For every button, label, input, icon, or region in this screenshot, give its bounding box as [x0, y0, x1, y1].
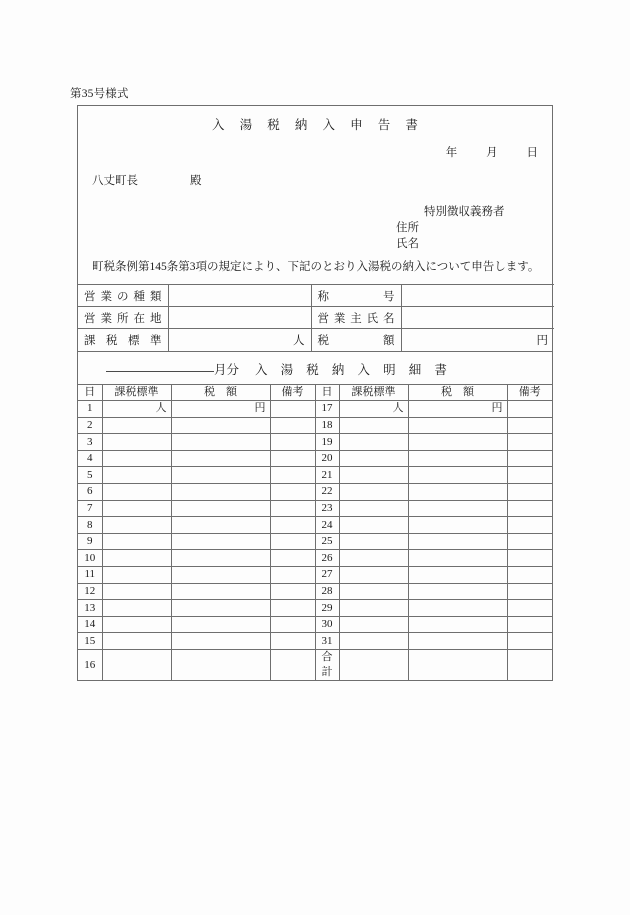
detail-row — [78, 550, 552, 567]
detail-cell-note-left[interactable] — [270, 500, 315, 517]
detail-cell-note-right[interactable] — [507, 500, 552, 517]
info-value-owner-name[interactable] — [401, 307, 554, 329]
detail-row — [78, 401, 552, 418]
detail-cell-tax-base-right[interactable] — [339, 567, 408, 584]
detail-cell-day-right: 21 — [315, 467, 339, 484]
detail-row — [78, 450, 552, 467]
detail-cell-note-right[interactable] — [507, 450, 552, 467]
detail-cell-note-right[interactable] — [507, 417, 552, 434]
detail-title-band — [78, 351, 552, 384]
detail-cell-note-right[interactable] — [507, 583, 552, 600]
detail-cell-tax-base-right[interactable] — [339, 517, 408, 534]
detail-row — [78, 583, 552, 600]
info-row — [78, 285, 554, 307]
detail-row — [78, 616, 552, 633]
detail-cell-note-left[interactable] — [270, 401, 315, 418]
detail-cell-day-right: 18 — [315, 417, 339, 434]
month-suffix-label: 月分 — [214, 362, 240, 377]
detail-cell-day-right: 28 — [315, 583, 339, 600]
detail-row — [78, 567, 552, 584]
detail-cell-day-right: 29 — [315, 600, 339, 617]
detail-cell-tax-amount-left[interactable] — [171, 583, 270, 600]
detail-cell-tax-amount-left[interactable] — [171, 467, 270, 484]
info-label-tax-base: 課税標準 — [78, 329, 168, 351]
detail-cell-tax-base-left[interactable] — [102, 600, 171, 617]
addressee-name: 八丈町長 — [92, 175, 138, 187]
detail-cell-tax-base-right[interactable] — [339, 533, 408, 550]
detail-cell-tax-amount-left[interactable] — [171, 434, 270, 451]
detail-cell-tax-amount-left[interactable] — [171, 417, 270, 434]
info-value-tax-amount[interactable]: 円 — [401, 329, 554, 351]
detail-row — [78, 633, 552, 650]
detail-cell-note-left[interactable] — [270, 467, 315, 484]
detail-cell-tax-base-right[interactable] — [339, 417, 408, 434]
detail-cell-day-right: 24 — [315, 517, 339, 534]
info-value-trade-name[interactable] — [401, 285, 554, 307]
detail-cell-tax-amount-left[interactable] — [171, 533, 270, 550]
detail-row — [78, 600, 552, 617]
detail-cell-note-right[interactable] — [507, 616, 552, 633]
detail-cell-tax-base-right[interactable] — [339, 616, 408, 633]
detail-cell-day-left: 14 — [78, 616, 102, 633]
detail-cell-note-right[interactable] — [507, 600, 552, 617]
info-label-business-address: 営業所在地 — [78, 307, 168, 329]
detail-cell-tax-base-left[interactable] — [102, 467, 171, 484]
detail-cell-tax-base-right[interactable] — [339, 583, 408, 600]
detail-row — [78, 467, 552, 484]
detail-cell-tax-amount-left[interactable] — [171, 616, 270, 633]
detail-cell-day-right: 26 — [315, 550, 339, 567]
detail-header-row — [78, 384, 552, 401]
detail-cell-day-left: 16 — [78, 650, 102, 681]
detail-cell-tax-base-right[interactable] — [339, 450, 408, 467]
detail-cell-day-left: 10 — [78, 550, 102, 567]
detail-cell-tax-amount-left[interactable] — [171, 633, 270, 650]
detail-header-tax-base-right: 課税標準 — [339, 384, 408, 401]
detail-cell-day-right: 25 — [315, 533, 339, 550]
detail-cell-tax-amount-right[interactable] — [408, 616, 507, 633]
detail-cell-note-right[interactable] — [507, 517, 552, 534]
detail-cell-tax-base-right[interactable] — [339, 550, 408, 567]
detail-cell-tax-amount-left[interactable] — [171, 500, 270, 517]
detail-header-day-left: 日 — [78, 384, 102, 401]
detail-cell-tax-amount-left[interactable] — [171, 550, 270, 567]
info-value-tax-base[interactable]: 人 — [168, 329, 311, 351]
detail-cell-note-right[interactable] — [507, 533, 552, 550]
detail-row — [78, 434, 552, 451]
detail-cell-tax-base-left[interactable] — [102, 500, 171, 517]
detail-cell-day-left: 12 — [78, 583, 102, 600]
detail-cell-tax-base-left[interactable] — [102, 567, 171, 584]
detail-cell-note-right[interactable] — [507, 650, 552, 681]
detail-cell-note-right[interactable] — [507, 434, 552, 451]
info-label-owner-name: 営業主氏名 — [311, 307, 401, 329]
detail-cell-day-left: 7 — [78, 500, 102, 517]
date-line — [446, 144, 538, 160]
detail-cell-day-left: 13 — [78, 600, 102, 617]
detail-row — [78, 484, 552, 501]
detail-cell-day-left: 11 — [78, 567, 102, 584]
detail-cell-day-right: 20 — [315, 450, 339, 467]
detail-row — [78, 500, 552, 517]
month-input-blank[interactable] — [106, 371, 214, 372]
detail-cell-note-left[interactable] — [270, 583, 315, 600]
detail-row — [78, 650, 552, 681]
detail-cell-tax-amount-left[interactable] — [171, 567, 270, 584]
detail-cell-day-left: 4 — [78, 450, 102, 467]
detail-cell-day-right: 19 — [315, 434, 339, 451]
detail-cell-tax-amount-right[interactable] — [408, 417, 507, 434]
info-value-business-type[interactable] — [168, 285, 311, 307]
detail-cell-note-left[interactable] — [270, 434, 315, 451]
addressee-line — [92, 172, 202, 188]
info-value-business-address[interactable] — [168, 307, 311, 329]
detail-cell-tax-base-right[interactable] — [339, 600, 408, 617]
detail-cell-tax-amount-right[interactable]: 円 — [408, 401, 507, 418]
detail-cell-tax-amount-right[interactable] — [408, 450, 507, 467]
detail-table-body — [78, 401, 552, 680]
detail-cell-tax-amount-right[interactable] — [408, 484, 507, 501]
detail-cell-tax-amount-right[interactable] — [408, 467, 507, 484]
detail-cell-note-left[interactable] — [270, 533, 315, 550]
detail-cell-tax-base-right[interactable]: 人 — [339, 401, 408, 418]
detail-cell-tax-amount-left[interactable] — [171, 600, 270, 617]
detail-cell-day-right: 17 — [315, 401, 339, 418]
detail-cell-note-left[interactable] — [270, 650, 315, 681]
detail-cell-tax-base-left[interactable] — [102, 434, 171, 451]
date-month-label: 月 — [486, 147, 498, 159]
detail-cell-tax-base-right[interactable] — [339, 650, 408, 681]
detail-cell-day-right: 22 — [315, 484, 339, 501]
detail-cell-tax-amount-right[interactable] — [408, 434, 507, 451]
detail-cell-tax-amount-left[interactable] — [171, 517, 270, 534]
detail-row — [78, 417, 552, 434]
detail-cell-total-label: 合計 — [315, 650, 339, 681]
detail-cell-day-left: 9 — [78, 533, 102, 550]
detail-cell-note-left[interactable] — [270, 567, 315, 584]
payer-block — [396, 204, 505, 252]
info-label-trade-name: 称号 — [311, 285, 401, 307]
detail-row — [78, 517, 552, 534]
detail-header-tax-base-left: 課税標準 — [102, 384, 171, 401]
form-header-block — [78, 106, 552, 284]
info-label-tax-amount: 税額 — [311, 329, 401, 351]
detail-cell-tax-amount-right[interactable] — [408, 633, 507, 650]
detail-cell-tax-amount-right[interactable] — [408, 583, 507, 600]
detail-cell-tax-base-left[interactable] — [102, 583, 171, 600]
detail-cell-note-right[interactable] — [507, 484, 552, 501]
detail-cell-tax-base-right[interactable] — [339, 500, 408, 517]
detail-cell-tax-amount-left[interactable] — [171, 484, 270, 501]
detail-cell-day-right: 27 — [315, 567, 339, 584]
detail-cell-tax-base-left[interactable] — [102, 550, 171, 567]
info-row — [78, 307, 554, 329]
detail-cell-day-left: 2 — [78, 417, 102, 434]
detail-header-note-right: 備考 — [507, 384, 552, 401]
form-number-label: 第35号様式 — [70, 88, 129, 100]
detail-cell-day-right: 23 — [315, 500, 339, 517]
detail-cell-note-left[interactable] — [270, 633, 315, 650]
detail-cell-tax-amount-right[interactable] — [408, 500, 507, 517]
payer-name-label: 氏名 — [396, 238, 419, 250]
detail-cell-tax-amount-left[interactable] — [171, 650, 270, 681]
detail-cell-tax-base-left[interactable] — [102, 517, 171, 534]
detail-cell-note-left[interactable] — [270, 417, 315, 434]
detail-cell-tax-amount-right[interactable] — [408, 600, 507, 617]
detail-cell-tax-base-right[interactable] — [339, 633, 408, 650]
detail-cell-day-left: 3 — [78, 434, 102, 451]
detail-cell-day-left: 6 — [78, 484, 102, 501]
detail-cell-note-left[interactable] — [270, 550, 315, 567]
detail-cell-tax-amount-right[interactable] — [408, 550, 507, 567]
detail-cell-tax-amount-right[interactable] — [408, 567, 507, 584]
declaration-statement: 町税条例第145条第3項の規定により、下記のとおり入湯税の納入について申告します。 — [92, 261, 540, 273]
detail-cell-note-right[interactable] — [507, 550, 552, 567]
detail-section-title — [106, 360, 452, 378]
detail-cell-day-left: 1 — [78, 401, 102, 418]
detail-header-tax-amount-right: 税 額 — [408, 384, 507, 401]
form-frame — [77, 105, 553, 681]
detail-cell-tax-amount-left[interactable] — [171, 450, 270, 467]
detail-cell-tax-base-left[interactable] — [102, 616, 171, 633]
detail-cell-tax-base-left[interactable] — [102, 633, 171, 650]
date-day-label: 日 — [526, 147, 538, 159]
detail-cell-note-left[interactable] — [270, 616, 315, 633]
detail-cell-tax-base-left[interactable] — [102, 650, 171, 681]
detail-cell-note-left[interactable] — [270, 517, 315, 534]
info-row — [78, 329, 554, 351]
detail-cell-day-left: 8 — [78, 517, 102, 534]
detail-cell-note-right[interactable] — [507, 633, 552, 650]
detail-cell-day-right: 30 — [315, 616, 339, 633]
detail-cell-note-left[interactable] — [270, 450, 315, 467]
detail-cell-day-left: 5 — [78, 467, 102, 484]
detail-cell-note-right[interactable] — [507, 567, 552, 584]
document-title: 入 湯 税 納 入 申 告 書 — [212, 118, 424, 132]
detail-header-tax-amount-left: 税 額 — [171, 384, 270, 401]
detail-header-day-right: 日 — [315, 384, 339, 401]
detail-cell-tax-base-right[interactable] — [339, 467, 408, 484]
date-year-label: 年 — [445, 147, 458, 159]
detail-cell-note-right[interactable] — [507, 401, 552, 418]
info-label-business-type: 営業の種類 — [78, 285, 168, 307]
detail-cell-note-right[interactable] — [507, 467, 552, 484]
detail-cell-day-left: 15 — [78, 633, 102, 650]
detail-cell-tax-base-right[interactable] — [339, 434, 408, 451]
detail-cell-tax-base-left[interactable]: 人 — [102, 401, 171, 418]
detail-cell-tax-amount-right[interactable] — [408, 533, 507, 550]
addressee-honorific: 殿 — [190, 175, 202, 187]
detail-cell-tax-base-right[interactable] — [339, 484, 408, 501]
detail-cell-day-right: 31 — [315, 633, 339, 650]
business-info-table — [78, 284, 554, 351]
detail-cell-tax-base-left[interactable] — [102, 417, 171, 434]
detail-cell-note-left[interactable] — [270, 600, 315, 617]
detail-cell-tax-amount-right[interactable] — [408, 517, 507, 534]
detail-cell-tax-base-left[interactable] — [102, 533, 171, 550]
detail-cell-tax-base-left[interactable] — [102, 484, 171, 501]
detail-cell-tax-base-left[interactable] — [102, 450, 171, 467]
detail-header-note-left: 備考 — [270, 384, 315, 401]
detail-cell-tax-amount-left[interactable]: 円 — [171, 401, 270, 418]
payer-role-label: 特別徴収義務者 — [424, 206, 505, 218]
detail-title-main: 入 湯 税 納 入 明 細 書 — [255, 362, 452, 377]
payer-address-label: 住所 — [396, 222, 419, 234]
detail-table — [78, 384, 552, 681]
detail-cell-note-left[interactable] — [270, 484, 315, 501]
detail-row — [78, 533, 552, 550]
detail-cell-tax-amount-right[interactable] — [408, 650, 507, 681]
